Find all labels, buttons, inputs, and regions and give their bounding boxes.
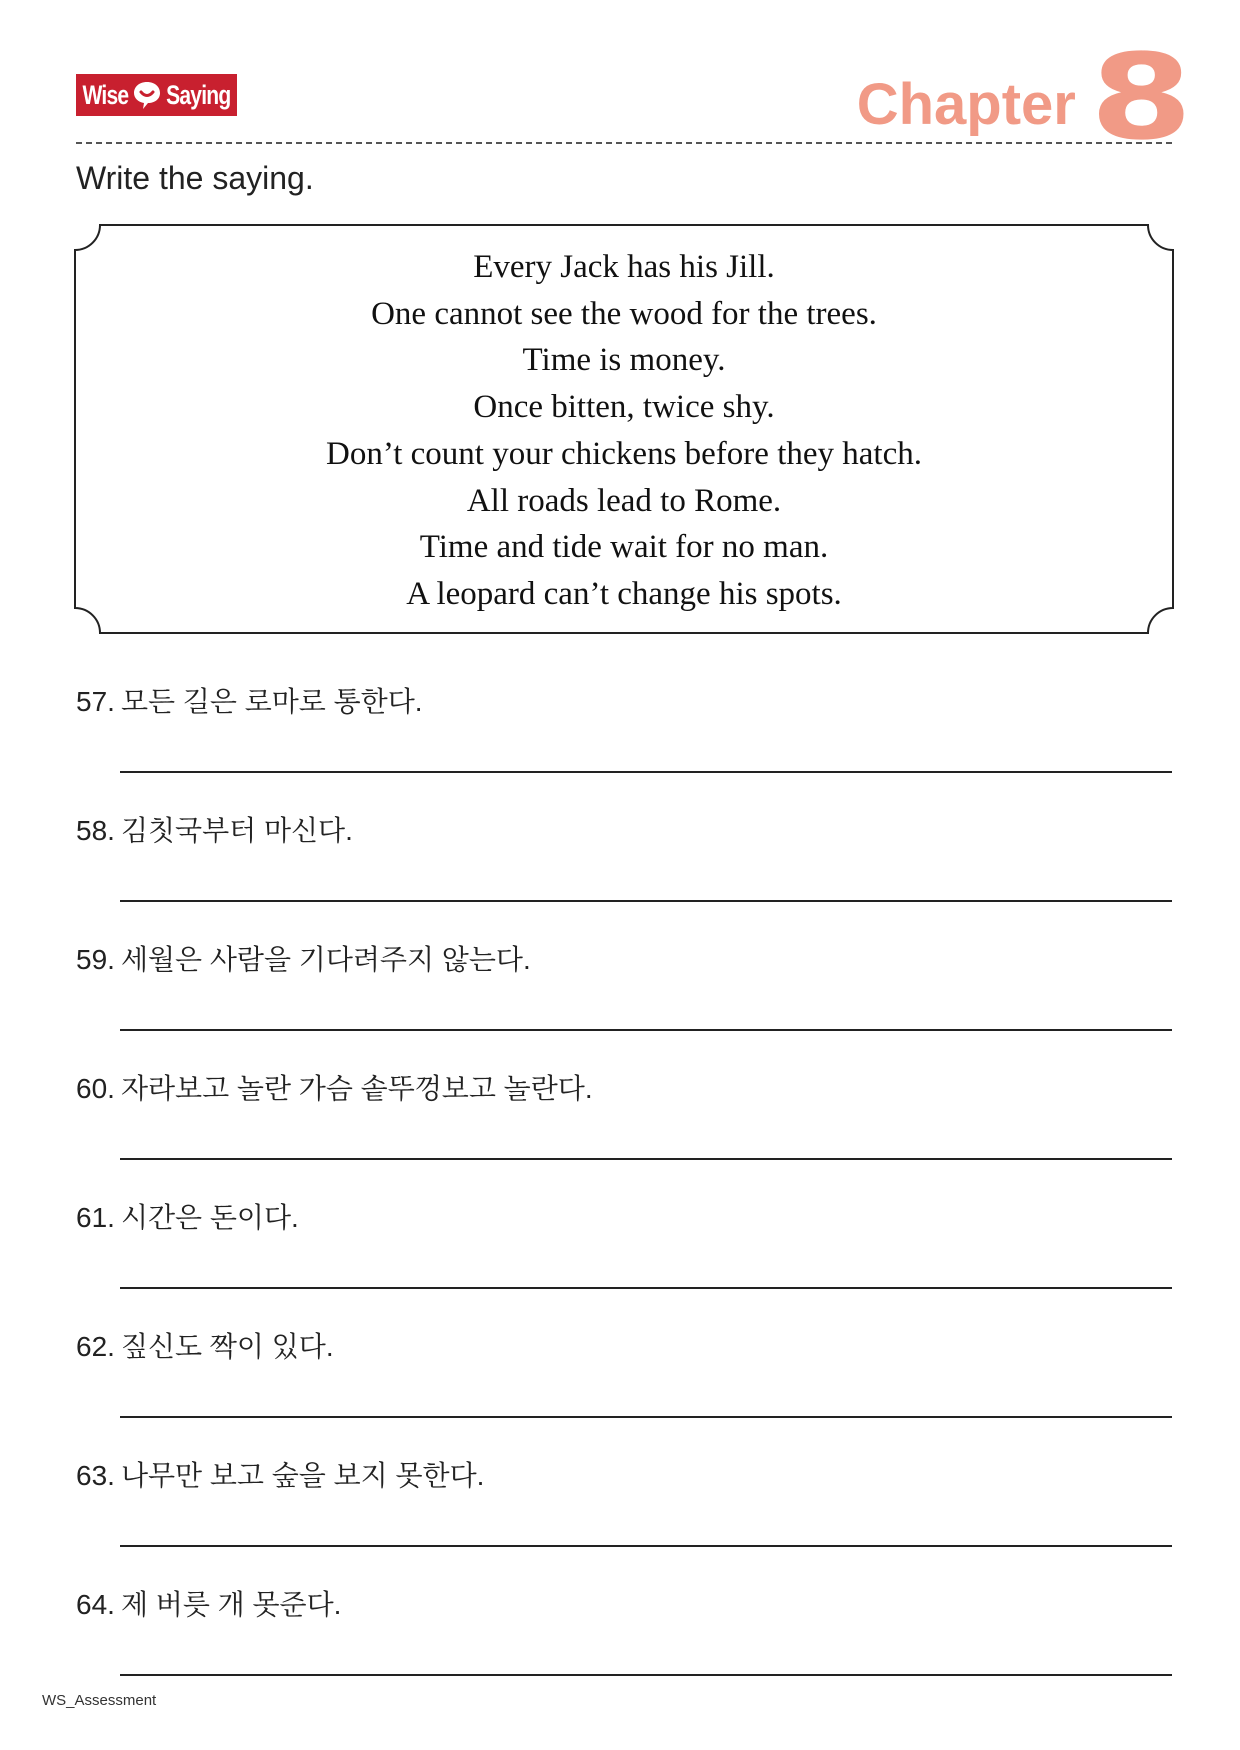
sayings-box <box>74 224 1174 634</box>
question-number: 57. <box>76 686 115 717</box>
question-prompt <box>76 809 353 849</box>
answer-line[interactable] <box>120 1545 1172 1547</box>
question-text: 자라보고 놀란 가슴 솥뚜껑보고 놀란다. <box>120 1073 593 1104</box>
question-text: 세월은 사람을 기다려주지 않는다. <box>120 944 531 975</box>
question-number: 62. <box>76 1331 115 1362</box>
question-prompt <box>76 1583 341 1623</box>
question-text: 짚신도 짝이 있다. <box>120 1331 334 1362</box>
answer-line[interactable] <box>120 1674 1172 1676</box>
answer-line[interactable] <box>120 1029 1172 1031</box>
question-text: 김칫국부터 마신다. <box>120 815 353 846</box>
question-number: 59. <box>76 944 115 975</box>
question-prompt <box>76 938 531 978</box>
question-64 <box>76 1583 1172 1711</box>
saying-item: Time and tide wait for no man. <box>419 529 829 566</box>
chapter-label: Chapter <box>856 72 1076 138</box>
question-60 <box>76 1067 1172 1195</box>
answer-line[interactable] <box>120 900 1172 902</box>
footer-label: WS_Assessment <box>42 1692 157 1709</box>
question-prompt <box>76 1067 593 1107</box>
sayings-list <box>74 244 1174 618</box>
saying-item: Time is money. <box>522 342 726 379</box>
wise-saying-logo <box>76 74 237 116</box>
saying-item: One cannot see the wood for the trees. <box>371 295 877 332</box>
question-text: 시간은 돈이다. <box>120 1202 299 1233</box>
answer-line[interactable] <box>120 771 1172 773</box>
question-57 <box>76 680 1172 808</box>
saying-item: Once bitten, twice shy. <box>473 389 775 426</box>
answer-line[interactable] <box>120 1287 1172 1289</box>
logo-word-left: Wise <box>82 79 129 110</box>
question-63 <box>76 1454 1172 1582</box>
header-divider <box>76 142 1172 144</box>
answer-line[interactable] <box>120 1416 1172 1418</box>
question-62 <box>76 1325 1172 1453</box>
question-59 <box>76 938 1172 1066</box>
question-prompt <box>76 1196 299 1236</box>
question-prompt <box>76 1325 334 1365</box>
question-number: 58. <box>76 815 115 846</box>
question-prompt <box>76 1454 484 1494</box>
question-text: 나무만 보고 숲을 보지 못한다. <box>120 1460 485 1491</box>
speech-bubble-icon <box>131 79 163 111</box>
chapter-number: 8 <box>1089 28 1193 166</box>
question-prompt <box>76 680 423 720</box>
question-61 <box>76 1196 1172 1324</box>
instruction-text: Write the saying. <box>76 160 314 196</box>
question-number: 60. <box>76 1073 115 1104</box>
question-text: 모든 길은 로마로 통한다. <box>120 686 423 717</box>
saying-item: A leopard can’t change his spots. <box>406 575 842 612</box>
logo-word-right: Saying <box>165 79 231 110</box>
question-number: 61. <box>76 1202 115 1233</box>
answer-line[interactable] <box>120 1158 1172 1160</box>
question-number: 63. <box>76 1460 115 1491</box>
saying-item: Don’t count your chickens before they hatch. <box>326 435 922 472</box>
question-58 <box>76 809 1172 937</box>
question-text: 제 버릇 개 못준다. <box>120 1589 342 1620</box>
saying-item: All roads lead to Rome. <box>466 482 782 519</box>
saying-item: Every Jack has his Jill. <box>473 249 775 285</box>
question-number: 64. <box>76 1589 115 1620</box>
chapter-heading <box>856 28 1193 166</box>
